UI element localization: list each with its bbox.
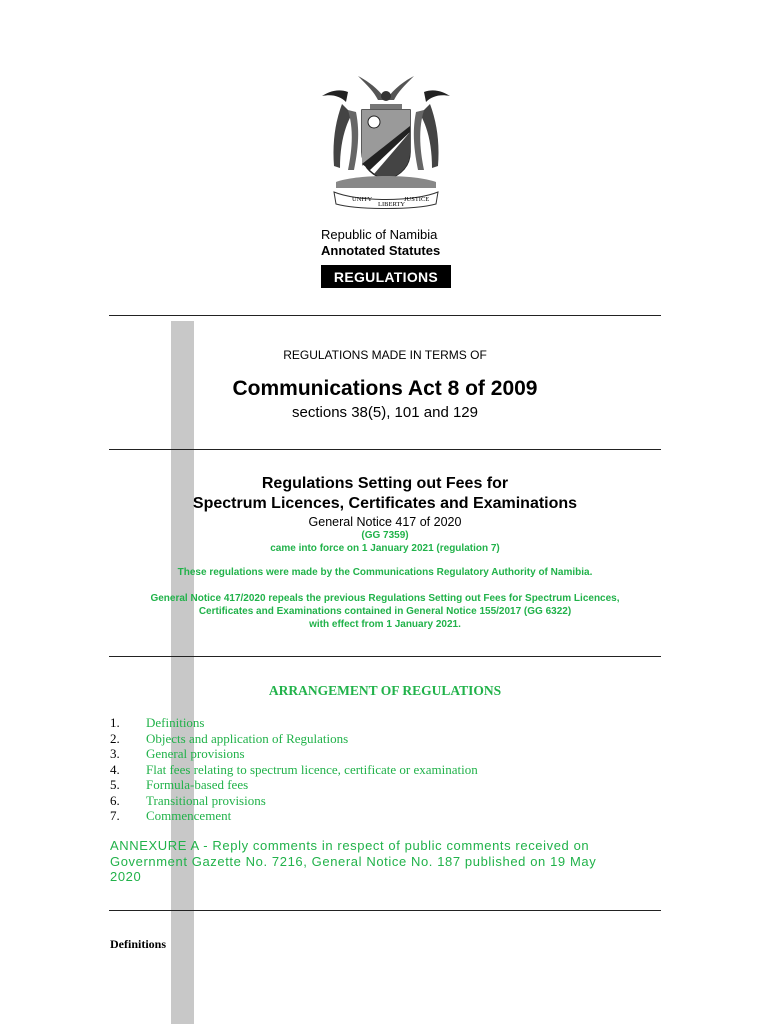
collection-name: Annotated Statutes	[321, 243, 441, 258]
divider-2	[109, 449, 661, 450]
divider-1	[109, 315, 661, 316]
crest-motto-1: UNITY	[352, 196, 373, 203]
commencement-note: came into force on 1 January 2021 (regulation 7)	[270, 543, 500, 554]
annexure-link-line2[interactable]: Government Gazette No. 7216, General Notice No. 187 published on 19 May	[110, 854, 597, 869]
toc-item-number: 6.	[110, 793, 120, 808]
divider-3	[109, 656, 661, 657]
toc-item-link[interactable]: Flat fees relating to spectrum licence, certificate or examination	[146, 762, 478, 777]
toc-item-number: 3.	[110, 746, 120, 761]
general-notice: General Notice 417 of 2020	[308, 515, 462, 529]
toc-item-link[interactable]: Objects and application of Regulations	[146, 731, 349, 746]
regulations-badge: REGULATIONS	[321, 265, 451, 288]
toc-item-number: 4.	[110, 762, 120, 777]
definitions-heading: Definitions	[110, 937, 167, 951]
toc-item-link[interactable]: General provisions	[146, 746, 245, 761]
toc-item-number: 1.	[110, 715, 120, 730]
toc-item-link[interactable]: Formula-based fees	[146, 777, 249, 792]
repeal-note-line3: with effect from 1 January 2021.	[309, 619, 461, 630]
act-sections: sections 38(5), 101 and 129	[292, 404, 478, 421]
toc-item-link[interactable]: Transitional provisions	[146, 793, 266, 808]
made-by-note: These regulations were made by the Communications Regulatory Authority of Namibia.	[177, 567, 593, 578]
arrangement-heading: ARRANGEMENT OF REGULATIONS	[268, 683, 502, 698]
toc-item-number: 7.	[110, 808, 120, 823]
act-title: Communications Act 8 of 2009	[232, 377, 538, 400]
toc-item-link[interactable]: Definitions	[146, 715, 205, 730]
regulation-title-line2: Spectrum Licences, Certificates and Examinations	[192, 495, 578, 512]
repeal-note-line1: General Notice 417/2020 repeals the previous Regulations Setting out Fees for Spectrum Licences,	[150, 593, 620, 604]
divider-4	[109, 910, 661, 911]
crest-motto-3: JUSTICE	[404, 196, 430, 203]
gazette-ref: (GG 7359)	[361, 530, 409, 541]
toc-item-number: 2.	[110, 731, 120, 746]
namibia-coat-of-arms-icon	[318, 70, 454, 210]
regulation-title-line1: Regulations Setting out Fees for	[261, 475, 509, 492]
made-in-terms: REGULATIONS MADE IN TERMS OF	[283, 348, 487, 362]
repeal-note-line2: Certificates and Examinations contained in General Notice 155/2017 (GG 6322)	[198, 606, 572, 617]
annexure-link-line3[interactable]: 2020	[110, 869, 142, 884]
toc-item-number: 5.	[110, 777, 120, 792]
toc-item-link[interactable]: Commencement	[146, 808, 232, 823]
annexure-link-line1[interactable]: ANNEXURE A - Reply comments in respect of public comments received on	[110, 838, 590, 853]
margin-bar	[171, 321, 194, 1024]
country-name: Republic of Namibia	[321, 227, 438, 242]
crest-motto-2: LIBERTY	[378, 201, 406, 208]
